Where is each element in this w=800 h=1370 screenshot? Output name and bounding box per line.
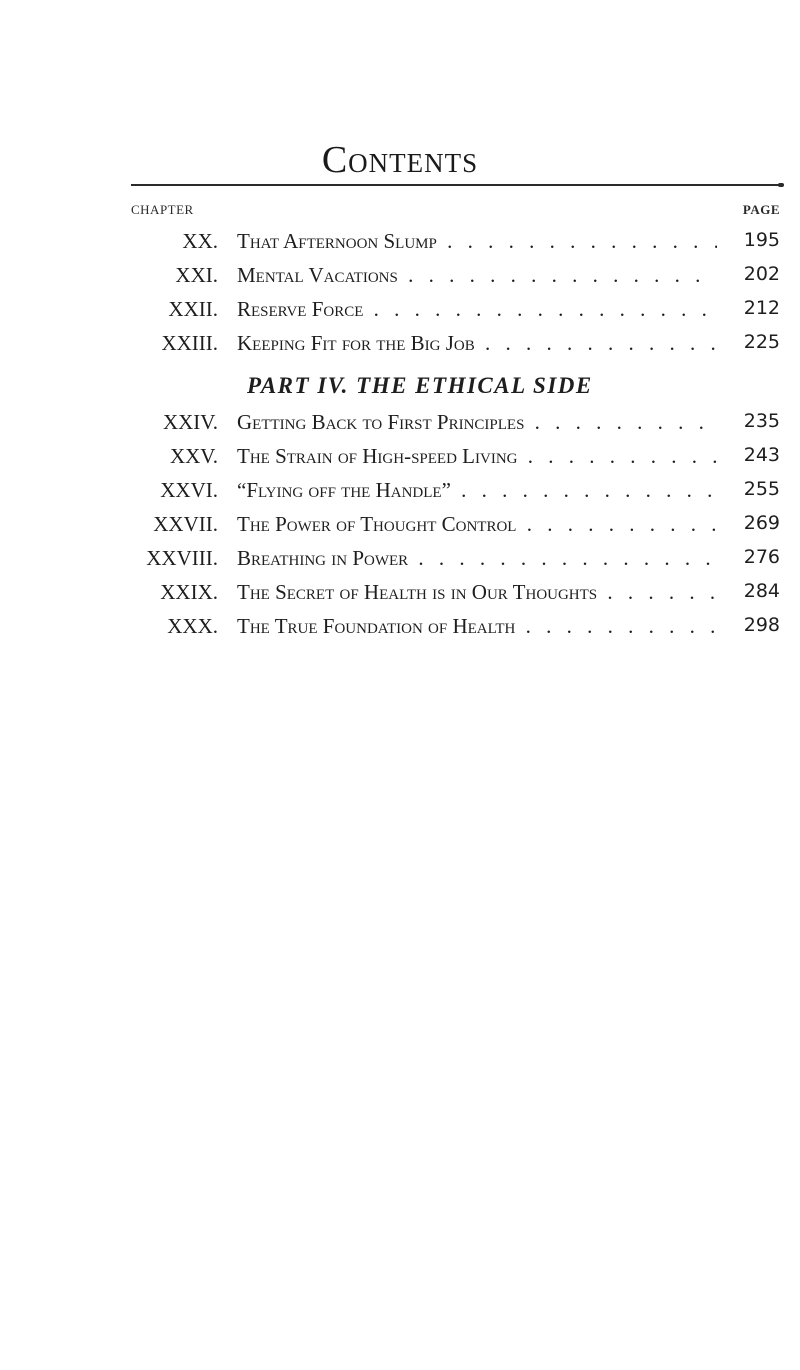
page-number: 195 xyxy=(738,229,780,251)
toc-entry[interactable] xyxy=(0,444,800,476)
toc-entry[interactable] xyxy=(0,546,800,578)
toc-entry[interactable] xyxy=(0,410,800,442)
chapter-title: The True Foundation of Health . . . xyxy=(237,614,717,639)
page-number: 284 xyxy=(738,580,780,602)
title-rule xyxy=(131,184,781,186)
chapter-number: XXV. xyxy=(169,444,218,468)
chapter-title: Reserve Force . . . xyxy=(237,297,717,322)
toc-entry[interactable] xyxy=(0,478,800,510)
toc-entry[interactable] xyxy=(0,614,800,646)
page-title: Contents xyxy=(321,139,479,181)
page-number: 269 xyxy=(738,512,780,534)
chapter-number: XXVII. xyxy=(153,512,218,536)
toc-entry[interactable] xyxy=(0,263,800,295)
chapter-column-header: CHAPTER xyxy=(131,202,194,217)
chapter-number: XXIX. xyxy=(160,580,218,604)
chapter-title: That Afternoon Slump . . . xyxy=(237,229,717,254)
page-number: 235 xyxy=(738,410,780,432)
chapter-number: XXII. xyxy=(168,297,218,321)
toc-entry[interactable] xyxy=(0,297,800,329)
page-number: 276 xyxy=(738,546,780,568)
chapter-title: Mental Vacations . . . xyxy=(237,263,717,288)
chapter-title: The Secret of Health is in Our Thoughts . . . xyxy=(237,580,717,605)
chapter-title: “Flying off the Handle” . . . xyxy=(237,478,717,503)
page-number: 255 xyxy=(738,478,780,500)
chapter-title: The Strain of High-speed Living . . . xyxy=(237,444,717,469)
chapter-number: XX. xyxy=(182,229,218,253)
chapter-number: XXVI. xyxy=(160,478,218,502)
chapter-number: XXIII. xyxy=(161,331,218,355)
toc-entry[interactable] xyxy=(0,580,800,612)
page-number: 298 xyxy=(738,614,780,636)
page-number: 225 xyxy=(738,331,780,353)
page-number: 202 xyxy=(738,263,780,285)
chapter-number: XXX. xyxy=(167,614,218,638)
part-heading: PART IV. THE ETHICAL SIDE xyxy=(247,373,593,398)
page-number: 243 xyxy=(738,444,780,466)
chapter-title: Breathing in Power . . . xyxy=(237,546,717,571)
chapter-number: XXI. xyxy=(175,263,218,287)
toc-entry[interactable] xyxy=(0,512,800,544)
chapter-number: XXIV. xyxy=(162,410,218,434)
toc-entry[interactable] xyxy=(0,331,800,363)
chapter-title: Keeping Fit for the Big Job . . . xyxy=(237,331,717,356)
toc-entry[interactable] xyxy=(0,229,800,261)
page-number: 212 xyxy=(738,297,780,319)
page-column-header: PAGE xyxy=(742,202,780,217)
chapter-number: XXVIII. xyxy=(146,546,218,570)
chapter-title: Getting Back to First Principles . . . xyxy=(237,410,717,435)
chapter-title: The Power of Thought Control . . . xyxy=(237,512,717,537)
